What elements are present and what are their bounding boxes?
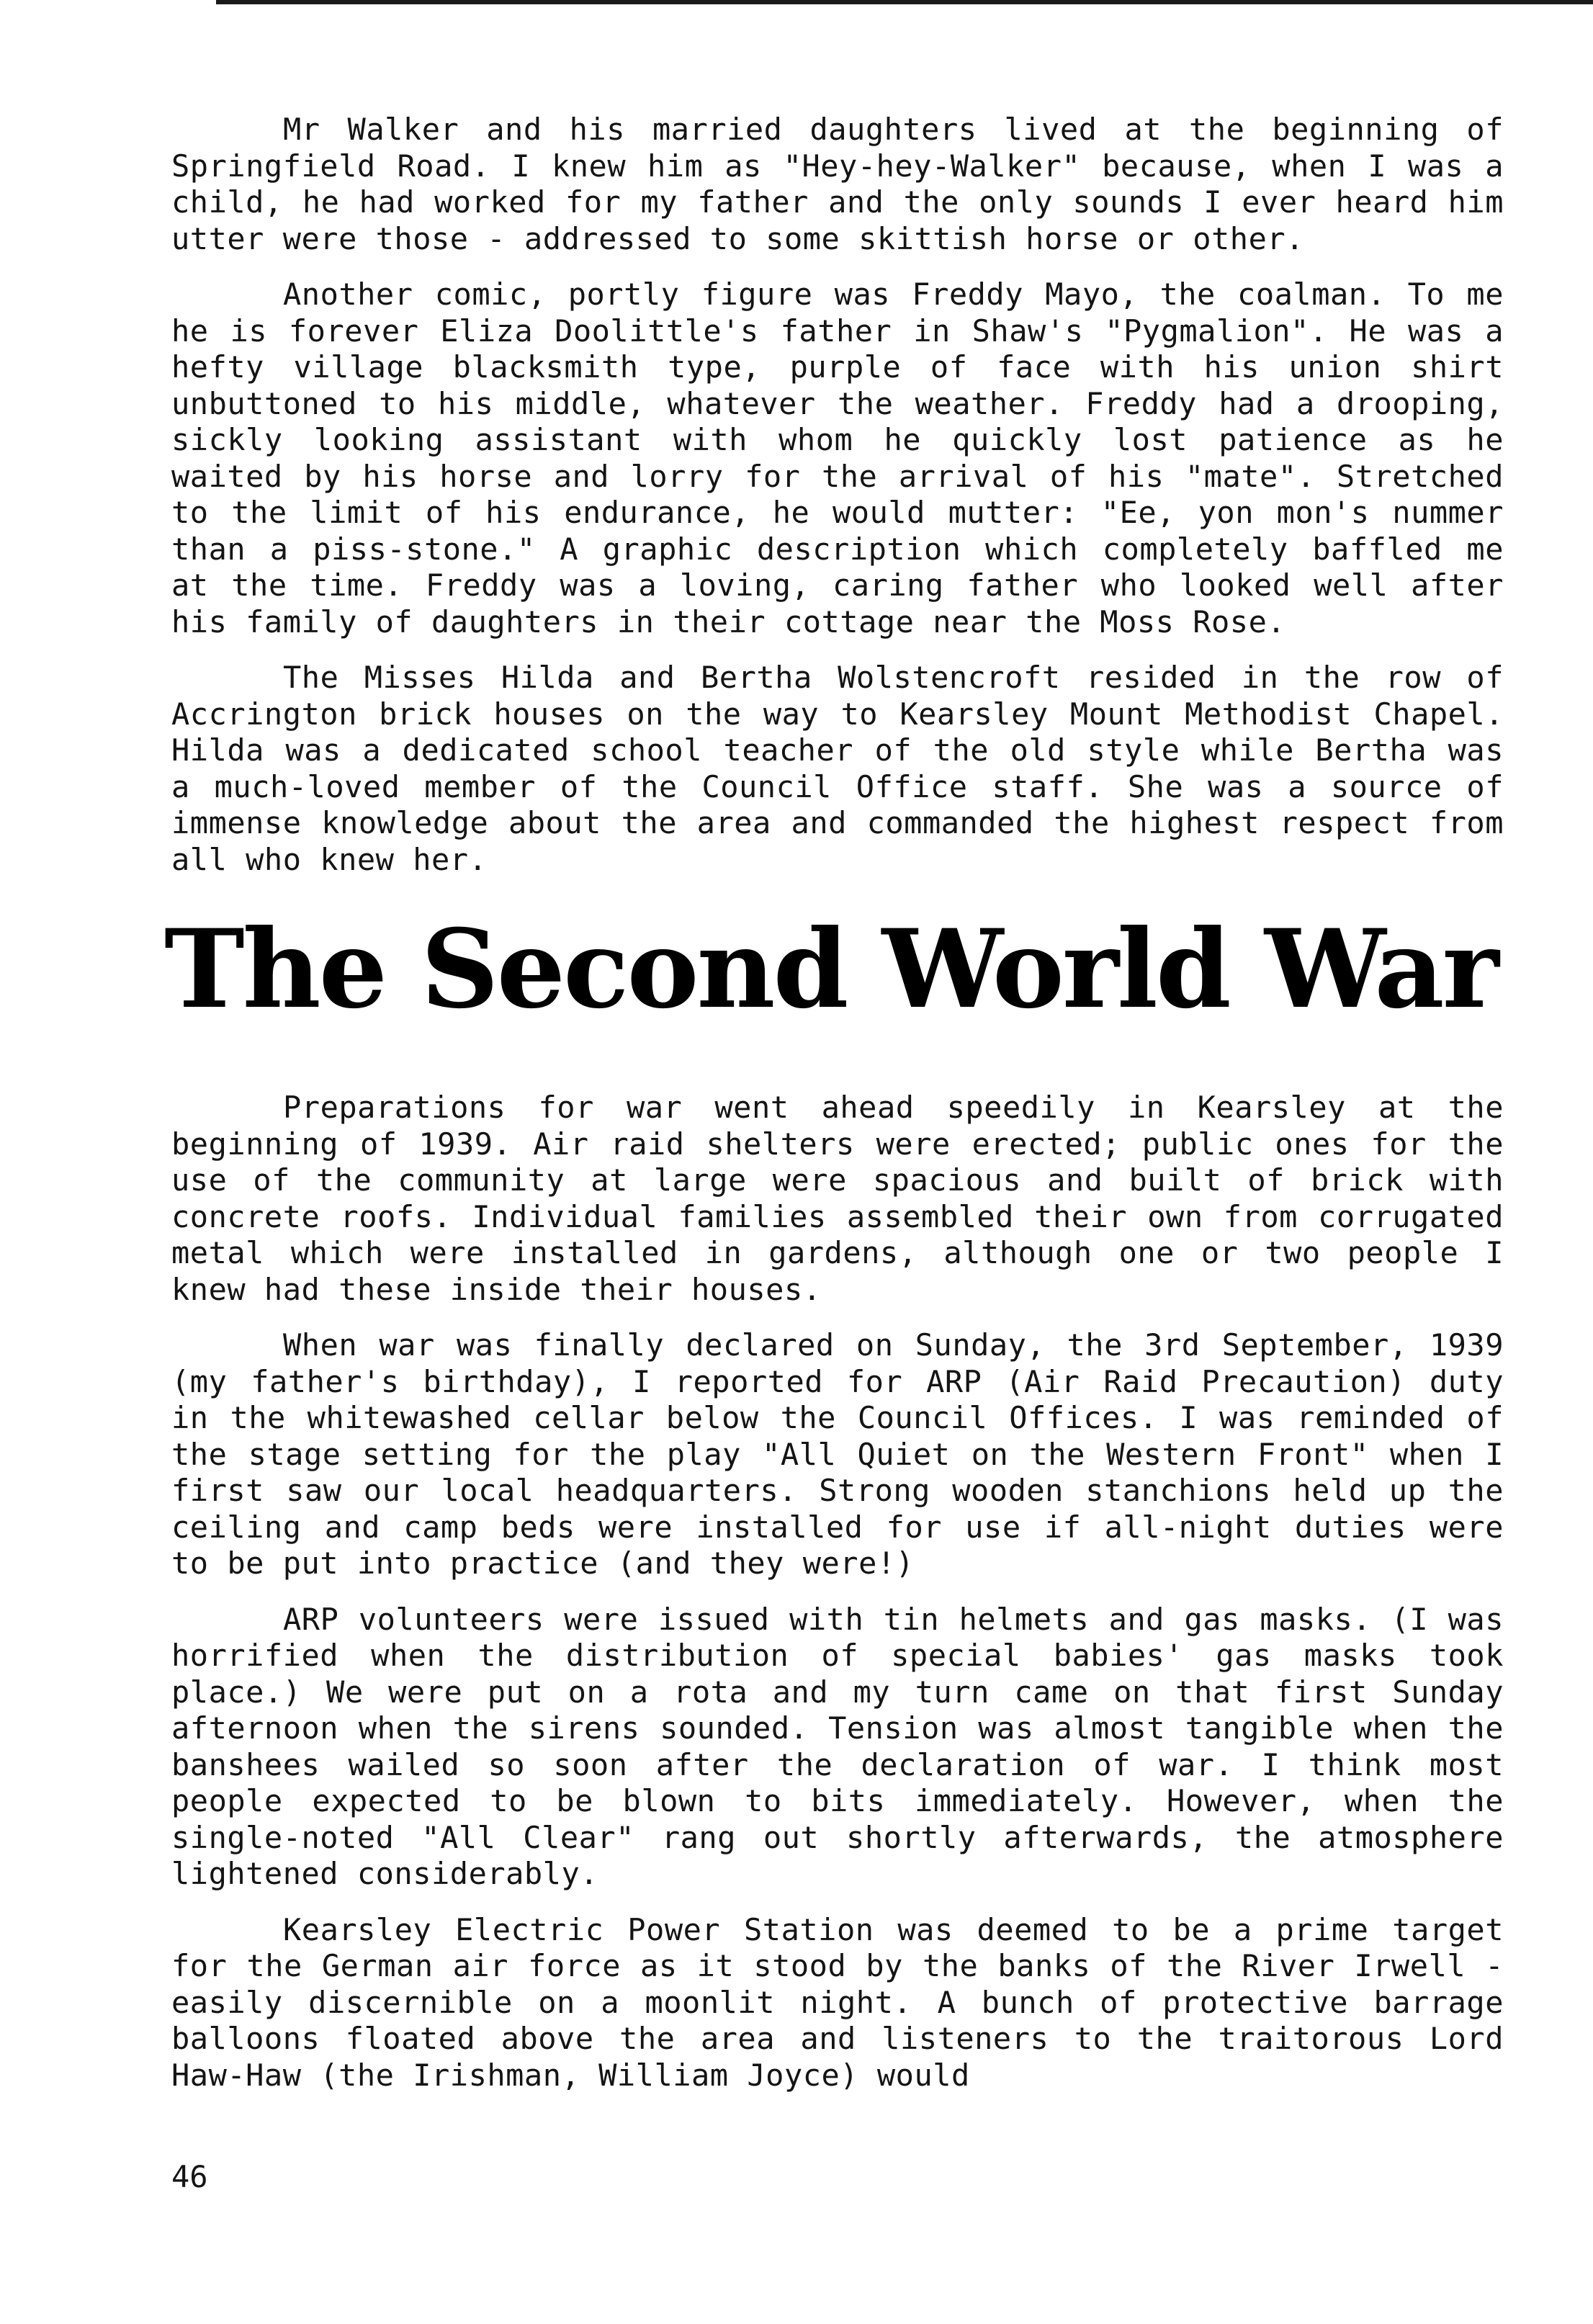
paragraph-freddy-mayo: Another comic, portly figure was Freddy Mayo, the coalman. To me he is forever Eliza Doolittle's father in Shaw's "Pygmalion". He was a hefty village blacksmith type, purple of face with his union shirt unbuttoned to his middle, whatever the weather. Freddy had a drooping, sickly looking assistant with whom he quickly lost patience as he waited by his horse and lorry for the arrival of his "mate". Stretched to the limit of his endurance, he would mutter: "Ee, yon mon's nummer than a piss-stone." A graphic description which completely baffled me at the time. Freddy was a loving, caring father who looked well after his family of daughters in their cottage near the Moss Rose. xyxy=(171,277,1504,640)
paragraph-power-station: Kearsley Electric Power Station was deemed to be a prime target for the German air force as it stood by the banks of the River Irwell - easily discernible on a moonlit night. A bunch of protective barrage balloons floated above the area and listeners to the traitorous Lord Haw-Haw (the Irishman, William Joyce) would xyxy=(171,1911,1504,2093)
paragraph-preparations: Preparations for war went ahead speedily in Kearsley at the beginning of 1939. Air raid shelters were erected; public ones for the use of the community at large were spacious and built of brick with concrete roofs. Individual families assembled their own from corrugated metal which were installed in gardens, although one or two people I knew had these inside their houses. xyxy=(171,1090,1504,1307)
page-number: 46 xyxy=(171,2159,208,2194)
paragraph-walker: Mr Walker and his married daughters lived at the beginning of Springfield Road. I knew him as "Hey-hey-Walker" because, when I was a child, he had worked for my father and the only sounds I ever heard him utter were those - addressed to some skittish horse or other. xyxy=(171,112,1504,256)
top-rule xyxy=(216,0,1593,4)
paragraph-war-declared: When war was finally declared on Sunday, the 3rd September, 1939 (my father's birthday), I reported for ARP (Air Raid Precaution) duty in the whitewashed cellar below the Council Offices. I was reminded of the stage setting for the play "All Quiet on the Western Front" when I first saw our local headquarters. Strong wooden stanchions held up the ceiling and camp beds were installed for use if all-night duties were to be put into practice (and they were!) xyxy=(171,1327,1504,1581)
section-heading: The Second World War xyxy=(164,906,1497,1033)
paragraph-arp-volunteers: ARP volunteers were issued with tin helmets and gas masks. (I was horrified when the distribution of special babies' gas masks took place.) We were put on a rota and my turn came on that first Sunday afternoon when the sirens sounded. Tension was almost tangible when the banshees wailed so soon after the declaration of war. I think most people expected to be blown to bits immediately. However, when the single-noted "All Clear" rang out shortly afterwards, the atmosphere lightened considerably. xyxy=(171,1601,1504,1891)
paragraph-wolstencroft: The Misses Hilda and Bertha Wolstencroft resided in the row of Accrington brick houses on the way to Kearsley Mount Methodist Chapel. Hilda was a dedicated school teacher of the old style while Bertha was a much-loved member of the Council Office staff. She was a source of immense knowledge about the area and commanded the highest respect from all who knew her. xyxy=(171,660,1504,877)
page-body xyxy=(164,112,1504,2113)
